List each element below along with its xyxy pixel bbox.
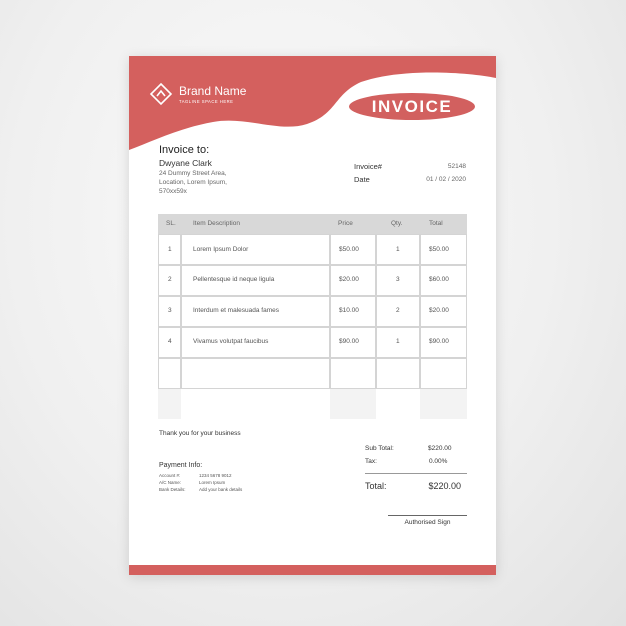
summary-divider: [365, 473, 467, 474]
row-description: Interdum et malesuada fames: [193, 307, 279, 314]
invoice-to-heading: Invoice to:: [159, 144, 210, 156]
client-address-line: 570xx59x: [159, 188, 187, 195]
row-qty: 1: [396, 338, 400, 345]
row-price: $20.00: [339, 276, 359, 283]
table-cell: [376, 358, 420, 389]
date-label: Date: [354, 175, 370, 184]
payment-label: Bank Details:: [159, 487, 186, 492]
date-value: 01 / 02 / 2020: [426, 176, 466, 183]
column-header-qty: Qty.: [391, 220, 403, 227]
client-address-line: 24 Dummy Street Area,: [159, 170, 227, 177]
row-qty: 3: [396, 276, 400, 283]
table-cell: [420, 358, 467, 389]
tax-label: Tax:: [365, 458, 377, 465]
signature-line: [388, 515, 467, 516]
payment-value: Lorem Ipsum: [199, 480, 226, 485]
row-description: Lorem Ipsum Dolor: [193, 246, 249, 253]
total-value: $220.00: [428, 481, 461, 491]
brand-tagline: TAGLINE SPACE HERE: [179, 98, 234, 104]
thank-you-note: Thank you for your business: [159, 430, 241, 437]
table-cell: [158, 358, 181, 389]
invoice-number-value: 52148: [447, 163, 466, 170]
client-address-line: Location, Lorem Ipsum,: [159, 179, 227, 186]
column-header-description: Item Description: [193, 220, 240, 227]
invoice-number-label: Invoice#: [354, 162, 382, 171]
table-cell: [181, 358, 330, 389]
row-description: Vivamus volutpat faucibus: [193, 338, 269, 345]
brand: [149, 82, 246, 106]
table-footer-shade: [158, 388, 181, 419]
payment-info-title: Payment Info:: [159, 462, 203, 469]
subtotal-label: Sub Total:: [365, 445, 394, 452]
payment-value: Add your bank details: [199, 487, 243, 492]
row-price: $90.00: [339, 338, 359, 345]
column-header-total: Total: [429, 220, 443, 227]
row-sl: 4: [168, 338, 172, 345]
column-header-sl: SL.: [166, 220, 176, 227]
table-footer-shade: [330, 388, 376, 419]
column-header-price: Price: [338, 220, 353, 227]
table-footer-shade: [420, 388, 467, 419]
total-label: Total:: [365, 481, 387, 491]
row-qty: 1: [396, 246, 400, 253]
payment-row: [159, 473, 232, 478]
payment-label: A/C Name:: [159, 480, 182, 485]
brand-logo-icon: [149, 82, 173, 106]
subtotal-value: $220.00: [428, 445, 452, 452]
row-total: $50.00: [429, 246, 449, 253]
payment-row: [159, 487, 243, 492]
table-cell: [330, 358, 376, 389]
payment-row: [159, 480, 226, 485]
row-total: $60.00: [429, 276, 449, 283]
tax-value: 0.00%: [429, 458, 448, 465]
client-address: [159, 169, 227, 196]
row-qty: 2: [396, 307, 400, 314]
row-sl: 1: [168, 246, 172, 253]
payment-label: Account #:: [159, 473, 181, 478]
row-price: $50.00: [339, 246, 359, 253]
row-sl: 3: [168, 307, 172, 314]
invoice-sheet: [129, 56, 496, 575]
row-description: Pellentesque id neque ligula: [193, 276, 275, 283]
row-sl: 2: [168, 276, 172, 283]
authorised-sign-label: Authorised Sign: [404, 519, 451, 526]
brand-name: Brand Name: [179, 83, 247, 98]
items-table: [158, 214, 467, 419]
row-total: $20.00: [429, 307, 449, 314]
footer-bar: [129, 565, 496, 575]
row-price: $10.00: [339, 307, 359, 314]
row-total: $90.00: [429, 338, 449, 345]
client-name: Dwyane Clark: [159, 158, 212, 168]
payment-value: 1234 5678 9012: [199, 473, 232, 478]
invoice-title: INVOICE: [349, 93, 475, 120]
